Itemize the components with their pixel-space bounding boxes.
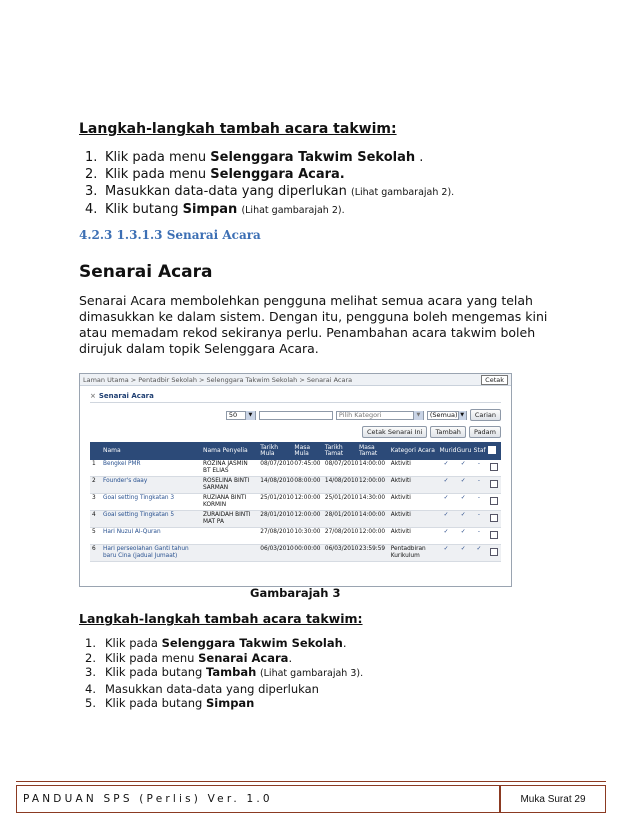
step-item xyxy=(85,149,565,166)
check-icon: ✓ xyxy=(455,494,472,511)
row-checkbox[interactable] xyxy=(486,494,501,511)
step-text: Klik pada xyxy=(105,636,162,650)
add-button[interactable]: Tambah xyxy=(430,426,465,438)
footer-title: PANDUAN SPS (Perlis) Ver. 1.0 xyxy=(17,786,501,812)
page-size-select[interactable]: 50 ▼ xyxy=(226,411,256,420)
table-cell: 27/08/2010 xyxy=(258,528,292,545)
table-cell: Aktiviti xyxy=(389,494,438,511)
delete-button[interactable]: Padam xyxy=(469,426,501,438)
table-row xyxy=(90,528,501,545)
col-header[interactable]: Guru xyxy=(455,442,472,460)
check-icon: ✓ xyxy=(455,545,472,562)
col-header[interactable]: Masa Tamat xyxy=(357,442,389,460)
close-icon[interactable]: × xyxy=(90,392,96,400)
step-item xyxy=(85,636,505,651)
table-cell: 06/03/2010 xyxy=(258,545,292,562)
col-header[interactable]: Nama xyxy=(101,442,201,460)
check-icon: ✓ xyxy=(455,528,472,545)
col-header[interactable]: Kategori Acara xyxy=(389,442,438,460)
table-row xyxy=(90,477,501,494)
table-cell: 10:30:00 xyxy=(292,528,322,545)
category-select[interactable]: Pilih Kategori ▼ xyxy=(336,411,424,420)
step-note: (Lihat gambarajah 2). xyxy=(241,205,345,216)
table-cell: 14:00:00 xyxy=(357,460,389,477)
table-cell: 28/01/2010 xyxy=(323,511,357,528)
print-list-button[interactable]: Cetak Senarai Ini xyxy=(362,426,428,438)
check-icon: ✓ xyxy=(455,477,472,494)
step-number: 1. xyxy=(85,150,98,165)
col-header[interactable]: Masa Mula xyxy=(292,442,322,460)
step-bold-text: Senarai Acara xyxy=(198,650,289,665)
table-cell: 14:00:00 xyxy=(357,511,389,528)
subsection-heading: 4.2.3 1.3.1.3 Senarai Acara xyxy=(79,228,261,242)
table-cell: 12:00:00 xyxy=(357,477,389,494)
step-item xyxy=(85,650,505,666)
table-cell: 12:00:00 xyxy=(292,494,322,511)
step-number: 3. xyxy=(85,665,96,679)
table-cell: 25/01/2010 xyxy=(258,494,292,511)
table-cell xyxy=(201,545,258,562)
steps-list-2 xyxy=(79,636,505,711)
search-button[interactable]: Carian xyxy=(470,409,501,421)
step-text: Klik pada menu xyxy=(105,167,211,182)
step-bold-text: Selenggara Takwim Sekolah xyxy=(161,636,343,650)
step-text: Klik pada butang xyxy=(105,665,206,679)
filter-select[interactable]: (Semua) ▼ xyxy=(427,411,467,420)
table-cell: ZURAIDAH BINTI MAT PA xyxy=(201,511,258,528)
check-icon: ✓ xyxy=(438,477,455,494)
col-header[interactable]: Murid xyxy=(438,442,455,460)
print-button[interactable]: Cetak xyxy=(481,375,508,385)
steps-heading-1: Langkah-langkah tambah acara takwim: xyxy=(79,121,397,137)
row-checkbox[interactable] xyxy=(486,511,501,528)
table-cell: 08:00:00 xyxy=(292,477,322,494)
event-name-link[interactable]: Founder's daay xyxy=(101,477,201,494)
table-cell: ROSELINA BINTI SARMAN xyxy=(201,477,258,494)
step-text: . xyxy=(415,150,424,165)
step-text: Klik pada butang xyxy=(105,696,206,710)
check-icon: ✓ xyxy=(472,545,487,562)
table-cell: 2 xyxy=(90,477,101,494)
step-item xyxy=(85,201,565,219)
step-number: 4. xyxy=(85,681,96,696)
col-header[interactable]: Tarikh Mula xyxy=(258,442,292,460)
table-cell: 4 xyxy=(90,511,101,528)
table-cell: Aktiviti xyxy=(389,460,438,477)
table-cell xyxy=(201,528,258,545)
panel-title: Senarai Acara xyxy=(98,392,154,400)
step-item xyxy=(85,183,565,201)
senarai-acara-screenshot xyxy=(79,373,512,587)
step-bold-text: Selenggara Takwim Sekolah xyxy=(210,150,416,165)
check-icon: ✓ xyxy=(455,511,472,528)
step-item xyxy=(85,681,505,697)
table-cell: 14/08/2010 xyxy=(258,477,292,494)
check-icon: - xyxy=(472,477,487,494)
table-cell: RUZIANA BINTI KORMIN xyxy=(201,494,258,511)
table-row xyxy=(90,494,501,511)
table-cell: 27/08/2010 xyxy=(323,528,357,545)
check-icon: ✓ xyxy=(455,460,472,477)
step-text: Klik butang xyxy=(105,202,183,217)
step-number: 3. xyxy=(85,184,98,199)
check-icon: - xyxy=(472,528,487,545)
col-header[interactable]: Nama Penyelia xyxy=(201,442,258,460)
step-text: Klik pada menu xyxy=(105,150,211,165)
check-icon: ✓ xyxy=(438,528,455,545)
events-table xyxy=(90,442,501,562)
row-checkbox[interactable] xyxy=(486,528,501,545)
check-icon: - xyxy=(472,460,487,477)
search-input[interactable] xyxy=(259,411,333,420)
table-cell: 25/01/2010 xyxy=(323,494,357,511)
table-cell: Aktiviti xyxy=(389,477,438,494)
row-checkbox[interactable] xyxy=(486,477,501,494)
table-cell: 3 xyxy=(90,494,101,511)
col-header[interactable]: Staf xyxy=(472,442,487,460)
step-number: 2. xyxy=(85,167,98,182)
table-cell: 14/08/2010 xyxy=(323,477,357,494)
step-item xyxy=(85,696,505,711)
page-footer xyxy=(16,785,606,813)
table-cell: 06/03/2010 xyxy=(323,545,357,562)
step-bold-text: Selenggara Acara. xyxy=(210,167,345,182)
step-text: . xyxy=(288,650,293,665)
step-number: 4. xyxy=(85,202,98,217)
step-bold-text: Simpan xyxy=(182,202,238,217)
table-cell: Pentadbiran Kurikulum xyxy=(389,545,438,562)
step-item xyxy=(85,166,565,183)
event-name-link[interactable]: Hari perseolahan Ganti tahun baru Cina (jadual Jumaat) xyxy=(101,545,201,562)
event-name-link[interactable]: Goal setting Tingkatan 5 xyxy=(101,511,201,528)
row-checkbox[interactable] xyxy=(486,460,501,477)
table-cell: 1 xyxy=(90,460,101,477)
table-cell: 00:00:00 xyxy=(292,545,322,562)
step-note: (Lihat gambarajah 3). xyxy=(259,668,364,679)
col-header[interactable]: Tarikh Tamat xyxy=(323,442,357,460)
table-cell: Aktiviti xyxy=(389,528,438,545)
table-cell: 07:45:00 xyxy=(292,460,322,477)
breadcrumb[interactable]: Laman Utama > Pentadbir Sekolah > Selenggara Takwim Sekolah > Senarai Acara xyxy=(83,375,353,384)
table-cell: 28/01/2010 xyxy=(258,511,292,528)
step-text: Klik pada menu xyxy=(105,650,199,665)
table-cell: 23:59:59 xyxy=(357,545,389,562)
chevron-down-icon: ▼ xyxy=(413,411,423,420)
table-row xyxy=(90,511,501,528)
table-cell: 5 xyxy=(90,528,101,545)
table-row xyxy=(90,545,501,562)
table-cell: 6 xyxy=(90,545,101,562)
table-cell: 12:00:00 xyxy=(357,528,389,545)
check-icon: - xyxy=(472,511,487,528)
step-text: Masukkan data-data yang diperlukan xyxy=(105,681,319,696)
table-row xyxy=(90,460,501,477)
step-number: 5. xyxy=(85,696,96,710)
check-icon: ✓ xyxy=(438,511,455,528)
table-cell: 14:30:00 xyxy=(357,494,389,511)
select-all-checkbox[interactable] xyxy=(486,442,501,460)
table-cell: 08/07/2010 xyxy=(258,460,292,477)
steps-heading-2: Langkah-langkah tambah acara takwim: xyxy=(79,611,363,626)
check-icon: ✓ xyxy=(438,545,455,562)
step-bold-text: Tambah xyxy=(205,665,257,679)
table-cell: Aktiviti xyxy=(389,511,438,528)
intro-paragraph: Senarai Acara membolehkan pengguna melihat semua acara yang telah dimasukkan ke dalam sistem. Dengan itu, pengguna boleh mengemas kini atau memadam rekod sekiranya perlu. Penambahan acara takwim boleh dirujuk dalam topik Selenggara Acara. xyxy=(79,293,548,356)
check-icon: ✓ xyxy=(438,494,455,511)
footer-rule xyxy=(16,781,606,782)
event-name-link[interactable]: Bengkel PMR xyxy=(101,460,201,477)
event-name-link[interactable]: Goal setting Tingkatan 3 xyxy=(101,494,201,511)
table-cell: ROZINA JASMIN BT ELIAS xyxy=(201,460,258,477)
chevron-down-icon: ▼ xyxy=(458,411,466,420)
check-icon: - xyxy=(472,494,487,511)
step-number: 1. xyxy=(85,636,96,650)
step-number: 2. xyxy=(85,650,96,665)
table-cell: 08/07/2010 xyxy=(323,460,357,477)
step-bold-text: Simpan xyxy=(205,696,255,710)
step-item xyxy=(85,665,505,682)
steps-list-1 xyxy=(79,149,565,219)
check-icon: ✓ xyxy=(438,460,455,477)
page-number: Muka Surat 29 xyxy=(520,793,586,805)
section-title: Senarai Acara xyxy=(79,262,213,282)
col-header-no xyxy=(90,442,101,460)
chevron-down-icon: ▼ xyxy=(245,411,255,420)
table-cell: 12:00:00 xyxy=(292,511,322,528)
step-text: . xyxy=(342,636,347,650)
step-note: (Lihat gambarajah 2). xyxy=(350,187,455,198)
step-text: Masukkan data-data yang diperlukan xyxy=(105,184,351,199)
row-checkbox[interactable] xyxy=(486,545,501,562)
event-name-link[interactable]: Hari Nuzul Al-Quran xyxy=(101,528,201,545)
figure-caption: Gambarajah 3 xyxy=(250,586,341,600)
